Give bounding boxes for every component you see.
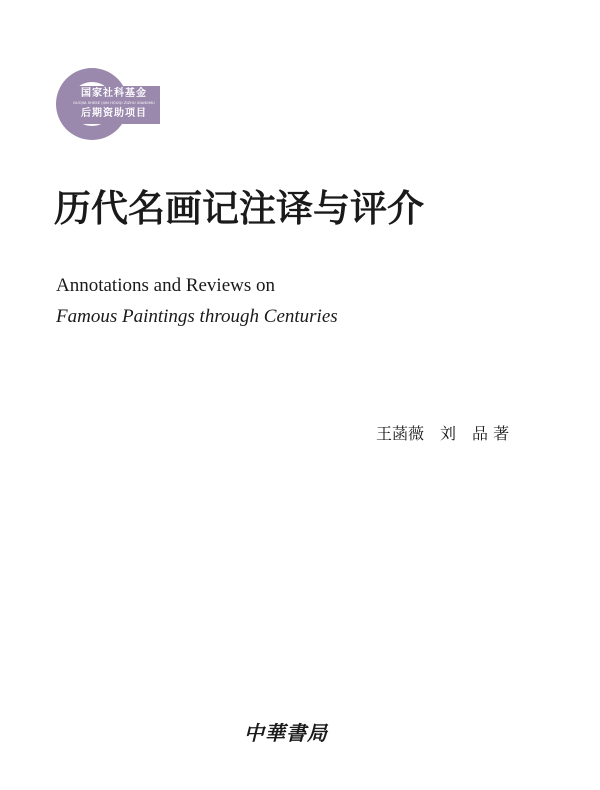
fund-logo <box>56 68 160 140</box>
book-title-english-line1: Annotations and Reviews on <box>56 275 276 296</box>
logo-text-line2: 后期资助项目 <box>81 108 147 119</box>
publisher-logo: 中華書局 <box>244 721 328 745</box>
book-title-english-line2: Famous Paintings through Centuries <box>56 306 338 327</box>
logo-text-line1: 国家社科基金 <box>81 88 147 99</box>
authors: 王菡薇 刘 品 著 <box>376 424 510 443</box>
book-title-chinese: 历代名画记注译与评介 <box>54 186 424 230</box>
logo-pinyin: GUOJIA SHEKE JIJIN HOUQI ZIZHU XIANGMU <box>73 101 155 105</box>
